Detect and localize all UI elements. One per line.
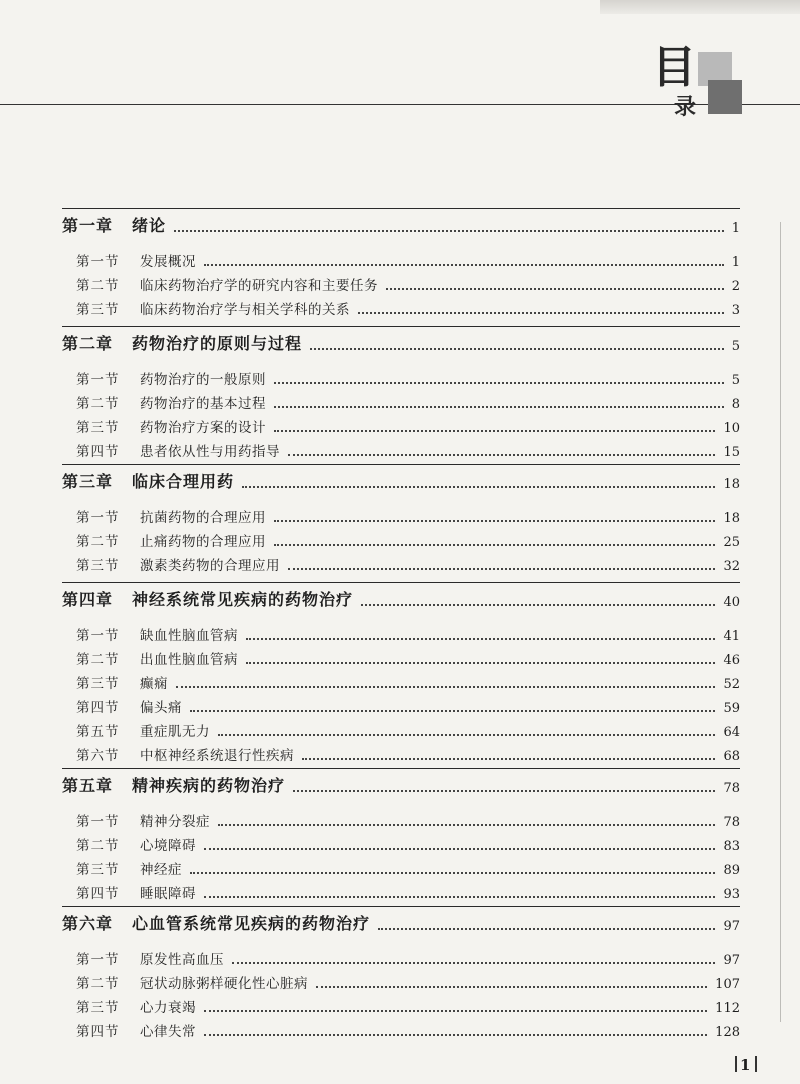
section-title: 激素类药物的合理应用 [140, 558, 280, 574]
section-title: 心律失常 [140, 1024, 196, 1040]
section-page: 15 [723, 445, 740, 460]
dot-leader [274, 544, 715, 546]
toc-section-row[interactable] [0, 994, 800, 1018]
chapter-title: 药物治疗的原则与过程 [132, 334, 303, 353]
section-page: 1 [731, 255, 740, 270]
toc-section-row[interactable] [0, 946, 800, 970]
section-title: 睡眠障碍 [140, 886, 196, 902]
dot-leader [190, 710, 715, 712]
toc-chapter-row[interactable] [0, 470, 800, 494]
chapter-page: 1 [731, 221, 740, 236]
section-title: 药物治疗的基本过程 [140, 396, 266, 412]
section-number: 第三节 [76, 558, 120, 574]
dot-leader [246, 662, 715, 664]
chapter-divider [62, 326, 740, 327]
toc-section-row[interactable] [0, 438, 800, 462]
section-number: 第二节 [76, 534, 120, 550]
section-number: 第二节 [76, 838, 120, 854]
section-page: 10 [723, 421, 740, 436]
toc-chapter-row[interactable] [0, 332, 800, 356]
section-number: 第三节 [76, 1000, 120, 1016]
dot-leader [361, 604, 715, 606]
chapter-title: 神经系统常见疾病的药物治疗 [132, 590, 354, 609]
section-page: 89 [723, 863, 740, 878]
dot-leader [174, 230, 724, 232]
section-number: 第一节 [76, 372, 120, 388]
section-number: 第六节 [76, 748, 120, 764]
section-page: 2 [731, 279, 740, 294]
toc-section-row[interactable] [0, 646, 800, 670]
section-number: 第一节 [76, 952, 120, 968]
section-page: 3 [731, 303, 740, 318]
section-title: 药物治疗的一般原则 [140, 372, 266, 388]
dot-leader [232, 962, 715, 964]
section-title: 临床药物治疗学与相关学科的关系 [140, 302, 350, 318]
toc-section-row[interactable] [0, 856, 800, 880]
toc-section-row[interactable] [0, 808, 800, 832]
section-number: 第四节 [76, 700, 120, 716]
toc-section-row[interactable] [0, 970, 800, 994]
chapter-divider [62, 768, 740, 769]
section-title: 药物治疗方案的设计 [140, 420, 266, 436]
dot-leader [274, 382, 724, 384]
chapter-divider [62, 906, 740, 907]
section-page: 52 [723, 677, 740, 692]
toc-section-row[interactable] [0, 670, 800, 694]
page-footer [732, 1056, 760, 1074]
dot-leader [204, 264, 724, 266]
toc-section-row[interactable] [0, 718, 800, 742]
section-page: 8 [731, 397, 740, 412]
section-page: 93 [723, 887, 740, 902]
chapter-number: 第五章 [62, 776, 114, 795]
section-number: 第三节 [76, 302, 120, 318]
heading-char-mu: 目 [652, 42, 696, 93]
chapter-number: 第六章 [62, 914, 114, 933]
toc-section-row[interactable] [0, 366, 800, 390]
section-page: 64 [723, 725, 740, 740]
toc-section-row[interactable] [0, 390, 800, 414]
toc-section-row[interactable] [0, 504, 800, 528]
section-title: 缺血性脑血管病 [140, 628, 238, 644]
section-page: 46 [723, 653, 740, 668]
section-title: 偏头痛 [140, 700, 182, 716]
chapter-title: 绪论 [132, 216, 167, 235]
section-title: 出血性脑血管病 [140, 652, 238, 668]
toc-section-row[interactable] [0, 296, 800, 320]
footer-bar-left [735, 1056, 737, 1072]
dot-leader [218, 734, 715, 736]
section-title: 神经症 [140, 862, 182, 878]
toc-section-row[interactable] [0, 552, 800, 576]
chapter-page: 5 [731, 339, 740, 354]
chapter-number: 第四章 [62, 590, 114, 609]
dot-leader [316, 986, 707, 988]
section-page: 83 [723, 839, 740, 854]
section-number: 第一节 [76, 510, 120, 526]
toc-chapter-row[interactable] [0, 774, 800, 798]
section-number: 第二节 [76, 278, 120, 294]
section-number: 第一节 [76, 254, 120, 270]
footer-bar-right [755, 1056, 757, 1072]
section-page: 128 [715, 1025, 740, 1040]
chapter-number: 第二章 [62, 334, 114, 353]
section-page: 5 [731, 373, 740, 388]
decor-square-dark [708, 80, 742, 114]
dot-leader [310, 348, 724, 350]
chapter-divider [62, 464, 740, 465]
dot-leader [242, 486, 715, 488]
chapter-page: 40 [723, 595, 740, 610]
toc-section-row[interactable] [0, 742, 800, 766]
chapter-number: 第三章 [62, 472, 114, 491]
toc-section-row[interactable] [0, 832, 800, 856]
chapter-title: 临床合理用药 [132, 472, 235, 491]
dot-leader [246, 638, 715, 640]
section-number: 第一节 [76, 628, 120, 644]
section-title: 止痛药物的合理应用 [140, 534, 266, 550]
section-number: 第二节 [76, 976, 120, 992]
toc-section-row[interactable] [0, 694, 800, 718]
dot-leader [204, 848, 715, 850]
chapter-divider [62, 582, 740, 583]
section-page: 41 [723, 629, 740, 644]
section-page: 107 [715, 977, 740, 992]
section-page: 32 [723, 559, 740, 574]
toc-section-row[interactable] [0, 1018, 800, 1042]
chapter-title: 精神疾病的药物治疗 [132, 776, 286, 795]
section-title: 重症肌无力 [140, 724, 210, 740]
section-title: 心力衰竭 [140, 1000, 196, 1016]
chapter-divider [62, 208, 740, 209]
toc-section-row[interactable] [0, 622, 800, 646]
dot-leader [204, 896, 715, 898]
dot-leader [218, 824, 715, 826]
section-title: 癫痫 [140, 676, 168, 692]
toc-chapter-row[interactable] [0, 214, 800, 238]
dot-leader [288, 454, 715, 456]
toc-section-row[interactable] [0, 272, 800, 296]
section-number: 第一节 [76, 814, 120, 830]
section-number: 第四节 [76, 1024, 120, 1040]
toc-section-row[interactable] [0, 880, 800, 904]
section-page: 112 [715, 1001, 740, 1016]
toc-heading [646, 42, 756, 126]
top-bleed-strip [600, 0, 800, 14]
dot-leader [176, 686, 715, 688]
toc-section-row[interactable] [0, 528, 800, 552]
section-number: 第五节 [76, 724, 120, 740]
dot-leader [288, 568, 715, 570]
section-page: 68 [723, 749, 740, 764]
dot-leader [274, 406, 724, 408]
section-title: 原发性高血压 [140, 952, 224, 968]
section-page: 18 [723, 511, 740, 526]
dot-leader [274, 520, 715, 522]
toc-section-row[interactable] [0, 414, 800, 438]
section-number: 第三节 [76, 676, 120, 692]
section-title: 中枢神经系统退行性疾病 [140, 748, 294, 764]
section-page: 59 [723, 701, 740, 716]
section-title: 冠状动脉粥样硬化性心脏病 [140, 976, 308, 992]
footer-page-number: 1 [740, 1056, 753, 1074]
section-page: 97 [723, 953, 740, 968]
dot-leader [302, 758, 715, 760]
section-title: 心境障碍 [140, 838, 196, 854]
dot-leader [358, 312, 724, 314]
section-page: 25 [723, 535, 740, 550]
section-title: 精神分裂症 [140, 814, 210, 830]
dot-leader [386, 288, 724, 290]
section-number: 第四节 [76, 886, 120, 902]
section-number: 第三节 [76, 862, 120, 878]
toc-chapter-row[interactable] [0, 912, 800, 936]
chapter-page: 78 [723, 781, 740, 796]
dot-leader [204, 1034, 707, 1036]
toc-chapter-row[interactable] [0, 588, 800, 612]
dot-leader [204, 1010, 707, 1012]
section-number: 第二节 [76, 396, 120, 412]
dot-leader [190, 872, 715, 874]
section-number: 第三节 [76, 420, 120, 436]
chapter-title: 心血管系统常见疾病的药物治疗 [132, 914, 371, 933]
chapter-page: 97 [723, 919, 740, 934]
dot-leader [293, 790, 715, 792]
dot-leader [378, 928, 715, 930]
chapter-page: 18 [723, 477, 740, 492]
chapter-number: 第一章 [62, 216, 114, 235]
heading-char-lu: 录 [674, 94, 697, 120]
toc-section-row[interactable] [0, 248, 800, 272]
section-number: 第二节 [76, 652, 120, 668]
section-title: 患者依从性与用药指导 [140, 444, 280, 460]
section-title: 抗菌药物的合理应用 [140, 510, 266, 526]
section-page: 78 [723, 815, 740, 830]
section-title: 发展概况 [140, 254, 196, 270]
section-number: 第四节 [76, 444, 120, 460]
section-title: 临床药物治疗学的研究内容和主要任务 [140, 278, 378, 294]
dot-leader [274, 430, 715, 432]
